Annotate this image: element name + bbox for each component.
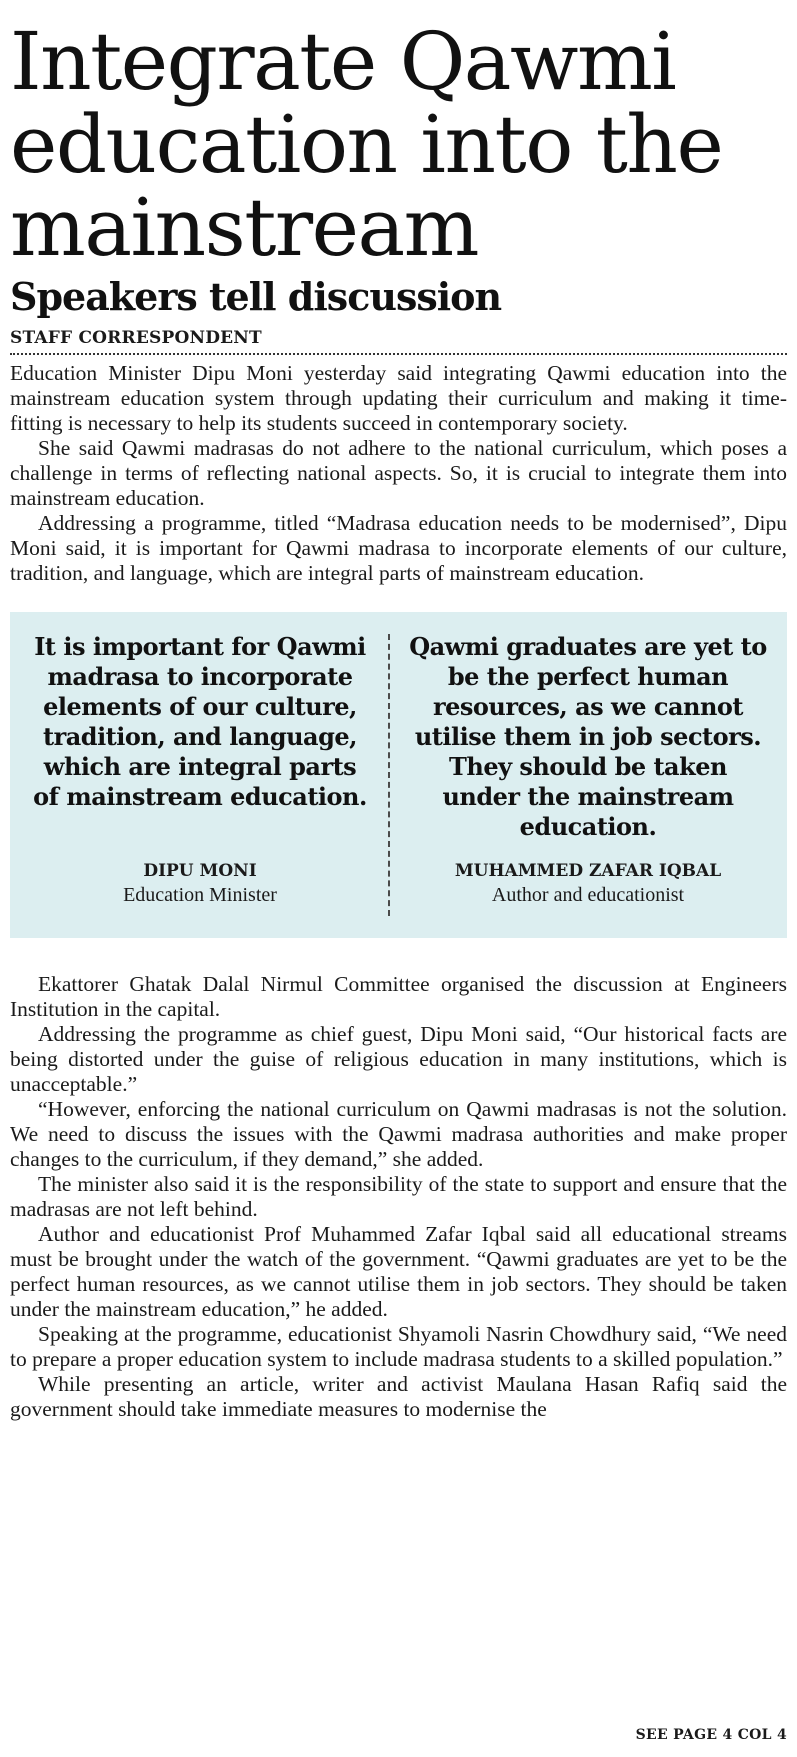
article xyxy=(10,0,787,1422)
pull-quote-left xyxy=(30,632,370,812)
pull-quote-right xyxy=(408,632,768,842)
intro-text xyxy=(10,361,787,586)
paragraph: She said Qawmi madrasas do not adhere to the national curriculum, which poses a challenge in terms of reflecting national aspects. So, it is crucial to integrate them into mainstream education. xyxy=(10,436,787,510)
byline-divider xyxy=(10,353,787,355)
quote-divider xyxy=(388,634,390,916)
paragraph: Addressing a programme, titled “Madrasa education needs to be modernised”, Dipu Moni said, it is important for Qawmi madrasa to incorporate elements of our culture, tradition, and language, which are integral parts of mainstream education. xyxy=(10,511,787,585)
quote-attribution-name: MUHAMMED ZAFAR IQBAL xyxy=(454,861,722,881)
paragraph: Addressing the programme as chief guest, Dipu Moni said, “Our historical facts are being distorted under the guise of religious education in many institutions, which is unacceptable.” xyxy=(10,1022,787,1096)
body-text xyxy=(10,972,787,1422)
paragraph: Speaking at the programme, educationist Shyamoli Nasrin Chowdhury said, “We need to prepare a proper education system to include madrasa students to a skilled population.” xyxy=(10,1322,787,1371)
headline: Integrate Qawmi education into the mainstream xyxy=(10,15,723,274)
quote-attribution-name: DIPU MONI xyxy=(143,861,257,881)
subhead: Speakers tell discussion xyxy=(10,274,502,319)
quote-text: Qawmi graduates are yet to be the perfect human resources, as we cannot utilise them in job sectors. They should be taken under the mainstream education. xyxy=(409,632,767,841)
quote-attribution-role: Author and educationist xyxy=(491,884,685,906)
paragraph: “However, enforcing the national curriculum on Qawmi madrasas is not the solution. We need to discuss the issues with the Qawmi madrasa authorities and make proper changes to the curriculum, if they demand,” she added. xyxy=(10,1097,787,1171)
paragraph: Author and educationist Prof Muhammed Zafar Iqbal said all educational streams must be brought under the watch of the government. “Qawmi graduates are yet to be the perfect human resources, as we cannot utilise them in job sectors. They should be taken under the mainstream education,” he added. xyxy=(10,1222,787,1321)
paragraph: The minister also said it is the responsibility of the state to support and ensure that the madrasas are not left behind. xyxy=(10,1172,787,1221)
paragraph: Ekattorer Ghatak Dalal Nirmul Committee organised the discussion at Engineers Institution in the capital. xyxy=(10,972,787,1021)
paragraph: Education Minister Dipu Moni yesterday said integrating Qawmi education into the mainstream education system through updating their curriculum and making it time-fitting is necessary to help its students succeed in contemporary society. xyxy=(10,361,787,435)
quote-attribution-role: Education Minister xyxy=(123,884,277,906)
pull-quote-box xyxy=(10,612,787,938)
paragraph: While presenting an article, writer and activist Maulana Hasan Rafiq said the government should take immediate measures to modernise the xyxy=(10,1372,787,1421)
byline: STAFF CORRESPONDENT xyxy=(10,328,262,348)
quote-text: It is important for Qawmi madrasa to incorporate elements of our culture, tradition, and language, which are integral parts of mainstream education. xyxy=(33,632,367,811)
continued-jump-line: SEE PAGE 4 COL 4 xyxy=(635,1727,787,1743)
